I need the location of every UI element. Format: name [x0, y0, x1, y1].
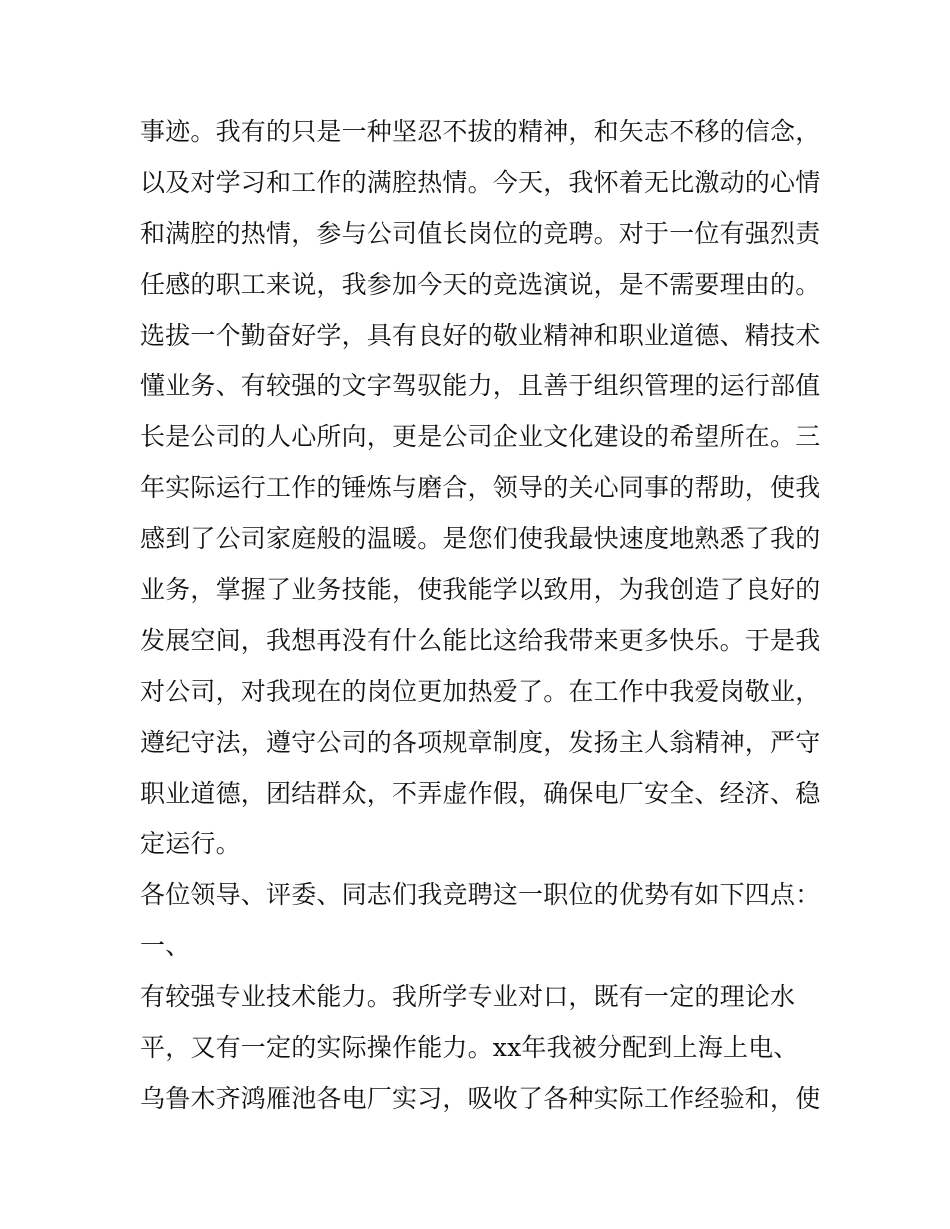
text-line: 有较强专业技术能力。我所学专业对口，既有一定的理论水 — [140, 982, 796, 1012]
text-line: 长是公司的人心所向，更是公司企业文化建设的希望所在。三 — [140, 422, 821, 452]
text-line: 年实际运行工作的锤炼与磨合，领导的关心同事的帮助，使我 — [140, 473, 821, 503]
text-line: 发展空间，我想再没有什么能比这给我带来更多快乐。于是我 — [140, 625, 821, 655]
text-line: 选拔一个勤奋好学，具有良好的敬业精神和职业道德、精技术 — [140, 320, 821, 350]
text-line: 任感的职工来说，我参加今天的竞选演说，是不需要理由的。 — [140, 269, 821, 299]
text-line: 和满腔的热情，参与公司值长岗位的竞聘。对于一位有强烈责 — [140, 218, 821, 248]
text-line: 一、 — [140, 931, 191, 961]
text-line: 业务，掌握了业务技能，使我能学以致用，为我创造了良好的 — [140, 575, 821, 605]
text-line: 对公司，对我现在的岗位更加热爱了。在工作中我爱岗敬业， — [140, 676, 821, 706]
text-line: 职业道德，团结群众，不弄虚作假，确保电厂安全、经济、稳 — [140, 778, 821, 808]
text-line: 事迹。我有的只是一种坚忍不拔的精神，和矢志不移的信念， — [140, 117, 821, 146]
text-line: 以及对学习和工作的满腔热情。今天，我怀着无比激动的心情 — [140, 167, 821, 197]
text-line: 各位领导、评委、同志们我竞聘这一职位的优势有如下四点： — [140, 880, 821, 910]
text-line: 感到了公司家庭般的温暖。是您们使我最快速度地熟悉了我的 — [140, 524, 821, 554]
body-text — [140, 107, 821, 1125]
text-line: 懂业务、有较强的文字驾驭能力，且善于组织管理的运行部值 — [140, 371, 821, 401]
text-line: 平，又有一定的实际操作能力。xx年我被分配到上海上电、 — [140, 1033, 799, 1063]
text-line: 乌鲁木齐鸿雁池各电厂实习，吸收了各种实际工作经验和，使 — [140, 1083, 821, 1113]
text-line: 遵纪守法，遵守公司的各项规章制度，发扬主人翁精神，严守 — [140, 727, 821, 757]
text-line: 定运行。 — [140, 829, 241, 859]
